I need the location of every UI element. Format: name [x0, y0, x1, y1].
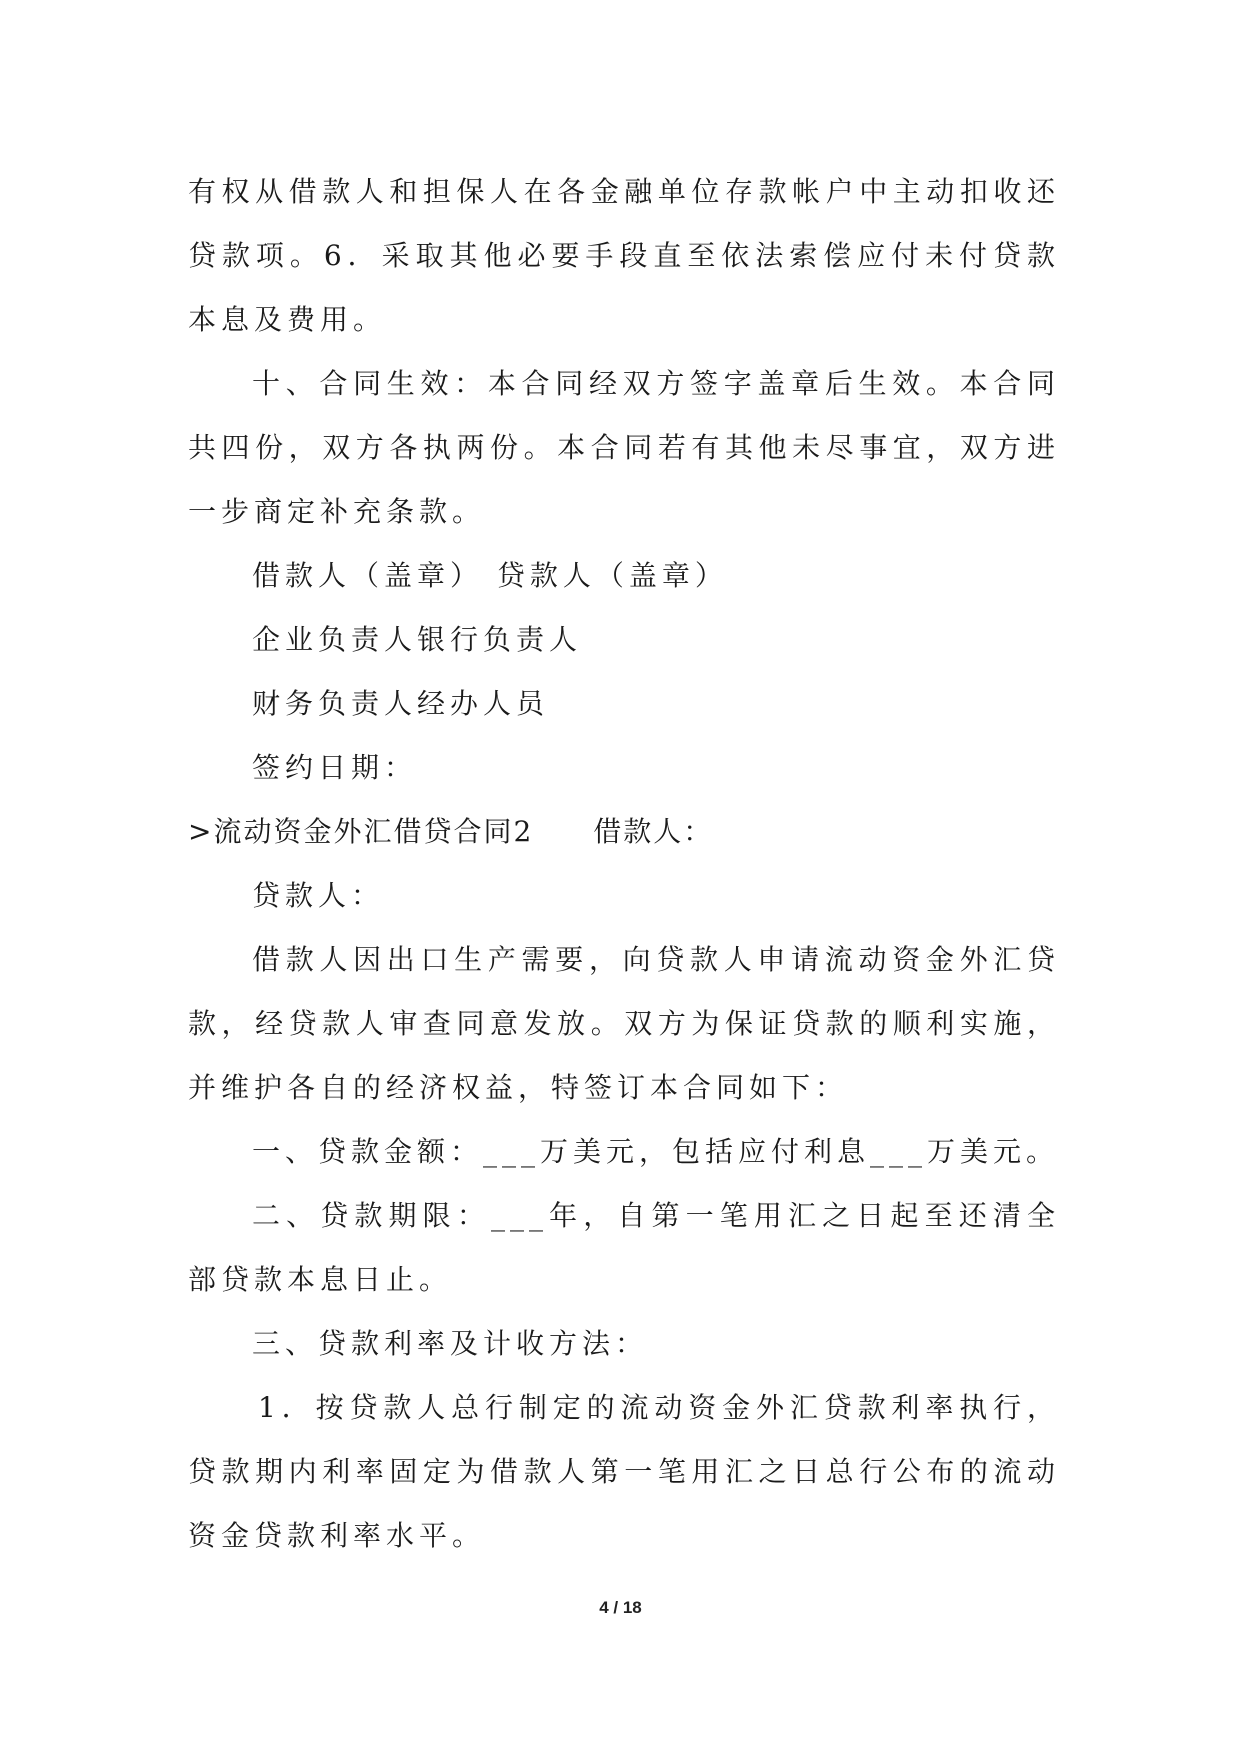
- paragraph-clause-2-term: 二、贷款期限：___年，自第一笔用汇之日起至还清全部贷款本息日止。: [188, 1199, 1060, 1296]
- paragraph-clause-3-item-1: 1．按贷款人总行制定的流动资金外汇贷款利率执行，贷款期内利率固定为借款人第一笔用汇之日总行公布的流动资金贷款利率水平。: [188, 1391, 1060, 1552]
- signature-line-heads: 企业负责人银行负责人: [252, 623, 583, 656]
- signing-date-label: 签约日期：: [252, 751, 418, 784]
- contract-2-heading: >流动资金外汇借贷合同2 借款人：: [188, 815, 714, 848]
- signature-line-parties: 借款人（盖章） 贷款人（盖章）: [252, 559, 728, 592]
- paragraph-clause-1-amount: 一、贷款金额：___万美元，包括应付利息___万美元。: [252, 1135, 1060, 1168]
- paragraph-preamble: 借款人因出口生产需要，向贷款人申请流动资金外汇贷款，经贷款人审查同意发放。双方为保证贷款的顺利实施，并维护各自的经济权益，特签订本合同如下：: [188, 943, 1060, 1104]
- lender-label: 贷款人：: [252, 879, 385, 912]
- paragraph-continuation: 有权从借款人和担保人在各金融单位存款帐户中主动扣收还贷款项。6．采取其他必要手段直至依法索偿应付未付贷款本息及费用。: [188, 175, 1060, 336]
- paragraph-clause-3-heading: 三、贷款利率及计收方法：: [252, 1327, 649, 1360]
- page-number: 4 / 18: [599, 1598, 642, 1617]
- document-body: [188, 160, 1060, 1568]
- signature-line-finance: 财务负责人经办人员: [252, 687, 550, 720]
- paragraph-clause-10: 十、合同生效：本合同经双方签字盖章后生效。本合同共四份，双方各执两份。本合同若有其他未尽事宜，双方进一步商定补充条款。: [188, 367, 1060, 528]
